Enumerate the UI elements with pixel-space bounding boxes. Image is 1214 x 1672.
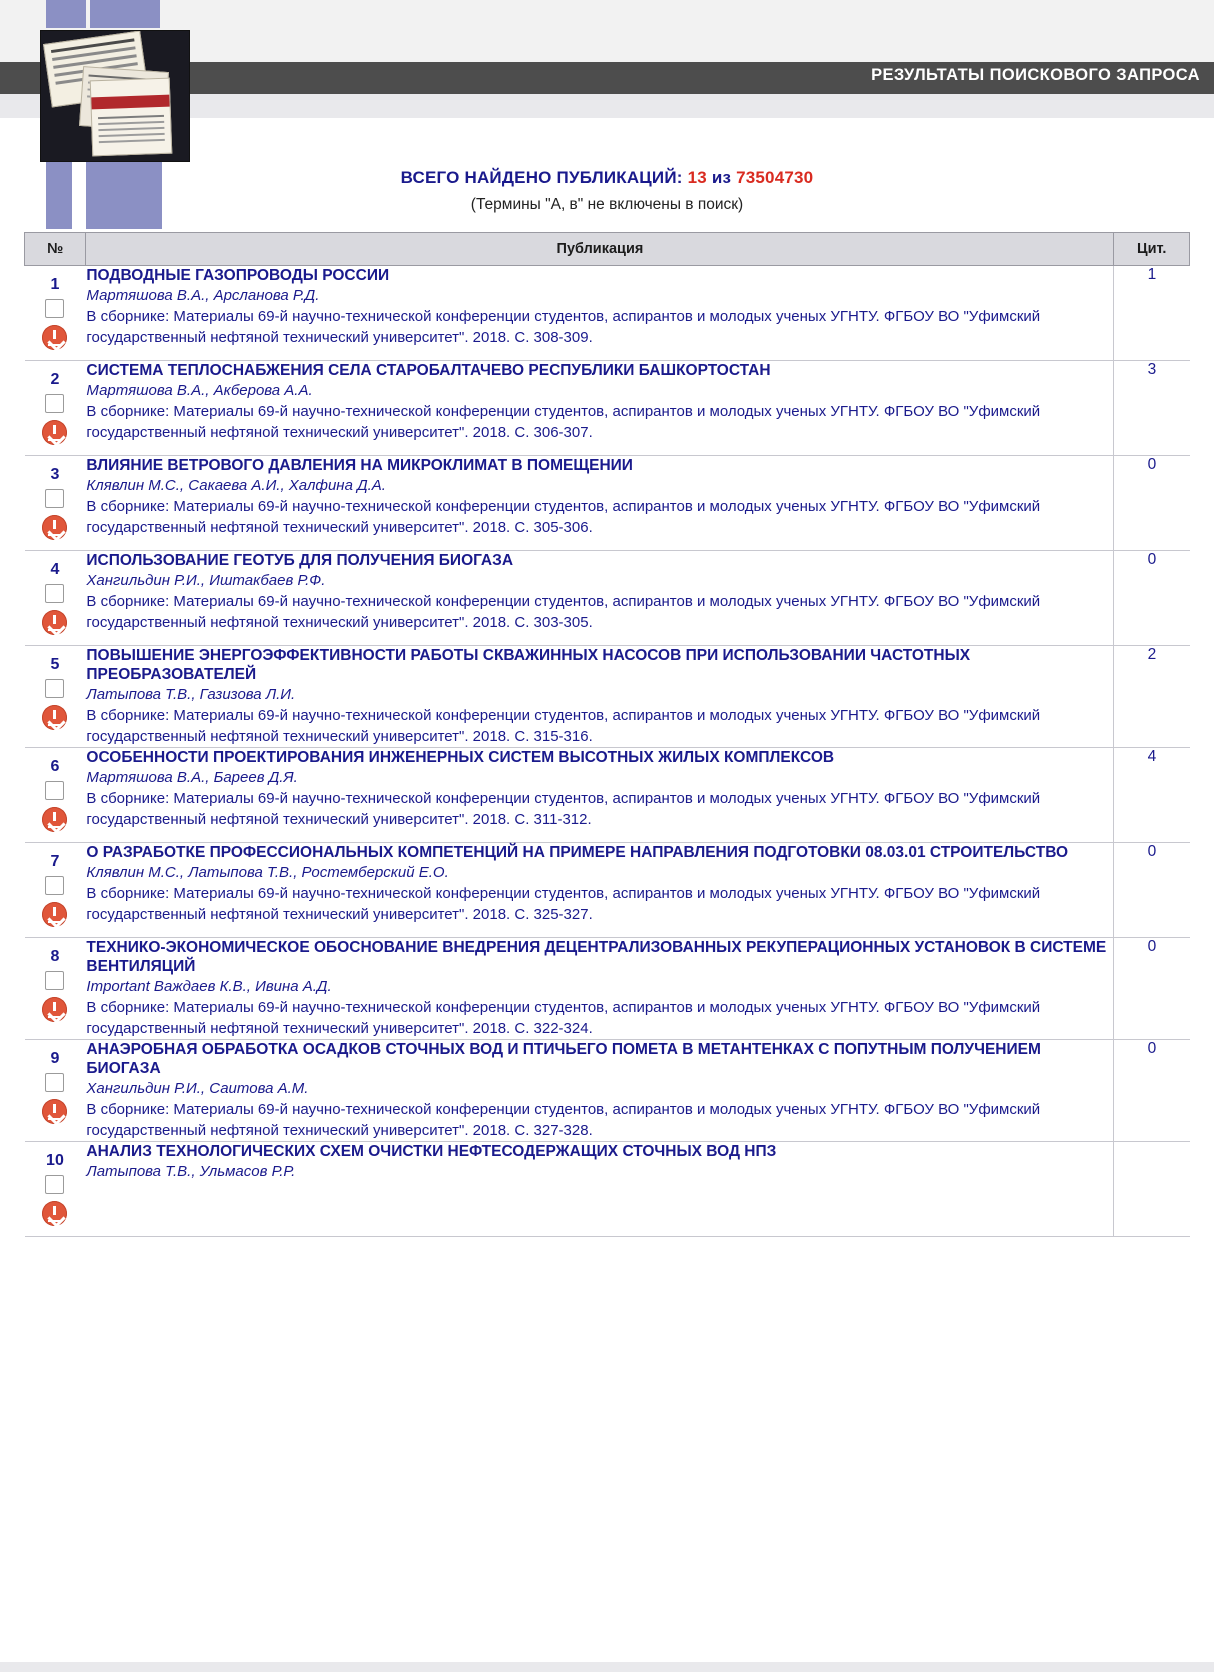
- row-select-checkbox[interactable]: [45, 971, 64, 990]
- table-header-row: [25, 233, 1190, 266]
- publication-title-link[interactable]: ПОВЫШЕНИЕ ЭНЕРГОЭФФЕКТИВНОСТИ РАБОТЫ СКВАЖИННЫХ НАСОСОВ ПРИ ИСПОЛЬЗОВАНИИ ЧАСТОТНЫХ ПРЕОБРАЗОВАТЕЛЕЙ: [86, 647, 971, 683]
- row-rank: 9: [50, 1050, 60, 1067]
- row-number-cell: [25, 1040, 86, 1142]
- citations-cell: [1114, 551, 1190, 646]
- results-summary-label: ВСЕГО НАЙДЕНО ПУБЛИКАЦИЙ:: [400, 168, 683, 187]
- row-number-cell: [25, 456, 86, 551]
- publication-title-link[interactable]: АНАЭРОБНАЯ ОБРАБОТКА ОСАДКОВ СТОЧНЫХ ВОД И ПТИЧЬЕГО ПОМЕТА В МЕТАНТЕНКАХ С ПОПУТНЫМ ПОЛУЧЕНИЕМ БИОГАЗА: [86, 1041, 1041, 1077]
- publication-authors[interactable]: Мартяшова В.А., Бареев Д.Я.: [86, 769, 298, 786]
- publication-source: В сборнике: Материалы 69-й научно-технической конференции студентов, аспирантов и молодых ученых УГНТУ. ФГБОУ ВО "Уфимский государственный нефтяной технический университет". 2018. С. 303-305.: [86, 593, 1041, 631]
- citations-cell: [1114, 1142, 1190, 1237]
- row-number-cell: [25, 551, 86, 646]
- citation-count: 0: [1147, 843, 1157, 860]
- citation-count: 0: [1147, 1040, 1157, 1057]
- decor-block-1: [46, 0, 86, 28]
- publication-cell: [86, 361, 1114, 456]
- download-icon[interactable]: [42, 705, 67, 730]
- table-row: [25, 551, 1190, 646]
- publication-authors[interactable]: Хангильдин Р.И., Иштакбаев Р.Ф.: [86, 572, 326, 589]
- publication-cell: [86, 456, 1114, 551]
- citations-cell: [1114, 843, 1190, 938]
- publication-title-link[interactable]: СИСТЕМА ТЕПЛОСНАБЖЕНИЯ СЕЛА СТАРОБАЛТАЧЕВО РЕСПУБЛИКИ БАШКОРТОСТАН: [86, 362, 771, 379]
- publication-source: В сборнике: Материалы 69-й научно-технической конференции студентов, аспирантов и молодых ученых УГНТУ. ФГБОУ ВО "Уфимский государственный нефтяной технический университет". 2018. С. 308-309.: [86, 308, 1041, 346]
- table-row: [25, 456, 1190, 551]
- citations-cell: [1114, 1040, 1190, 1142]
- results-summary: [0, 168, 1214, 188]
- download-icon[interactable]: [42, 610, 67, 635]
- publication-authors[interactable]: Мартяшова В.А., Арсланова Р.Д.: [86, 287, 320, 304]
- row-rank: 10: [46, 1152, 64, 1169]
- table-row: [25, 748, 1190, 843]
- table-row: [25, 843, 1190, 938]
- download-icon[interactable]: [42, 325, 67, 350]
- citations-cell: [1114, 361, 1190, 456]
- publication-source: В сборнике: Материалы 69-й научно-технической конференции студентов, аспирантов и молодых ученых УГНТУ. ФГБОУ ВО "Уфимский государственный нефтяной технический университет". 2018. С. 325-327.: [86, 885, 1041, 923]
- page-header: [0, 0, 1214, 232]
- results-total: 73504730: [736, 168, 814, 187]
- publication-cell: [86, 748, 1114, 843]
- publication-cell: [86, 1142, 1114, 1237]
- publication-authors[interactable]: Мартяшова В.А., Акберова А.А.: [86, 382, 313, 399]
- publication-title-link[interactable]: ИСПОЛЬЗОВАНИЕ ГЕОТУБ ДЛЯ ПОЛУЧЕНИЯ БИОГАЗА: [86, 552, 514, 569]
- row-select-checkbox[interactable]: [45, 679, 64, 698]
- logo-text-lines: [98, 115, 164, 119]
- publication-title-link[interactable]: ВЛИЯНИЕ ВЕТРОВОГО ДАВЛЕНИЯ НА МИКРОКЛИМАТ В ПОМЕЩЕНИИ: [86, 457, 633, 474]
- citations-cell: [1114, 748, 1190, 843]
- download-icon[interactable]: [42, 807, 67, 832]
- row-rank: 8: [50, 948, 60, 965]
- results-of-word: из: [711, 168, 732, 187]
- row-select-checkbox[interactable]: [45, 299, 64, 318]
- download-icon[interactable]: [42, 515, 67, 540]
- publication-cell: [86, 646, 1114, 748]
- row-number-cell: [25, 361, 86, 456]
- citation-count: 3: [1147, 361, 1157, 378]
- results-count: 13: [687, 168, 707, 187]
- citations-cell: [1114, 456, 1190, 551]
- row-select-checkbox[interactable]: [45, 1073, 64, 1092]
- publication-title-link[interactable]: АНАЛИЗ ТЕХНОЛОГИЧЕСКИХ СХЕМ ОЧИСТКИ НЕФТЕСОДЕРЖАЩИХ СТОЧНЫХ ВОД НПЗ: [86, 1143, 777, 1160]
- row-rank: 2: [50, 371, 60, 388]
- publication-cell: [86, 843, 1114, 938]
- publication-source: В сборнике: Материалы 69-й научно-технической конференции студентов, аспирантов и молодых ученых УГНТУ. ФГБОУ ВО "Уфимский государственный нефтяной технический университет". 2018. С. 305-306.: [86, 498, 1041, 536]
- table-row: [25, 1142, 1190, 1237]
- citation-count: 2: [1147, 646, 1157, 663]
- citation-count: 0: [1147, 551, 1157, 568]
- publication-title-link[interactable]: ОСОБЕННОСТИ ПРОЕКТИРОВАНИЯ ИНЖЕНЕРНЫХ СИСТЕМ ВЫСОТНЫХ ЖИЛЫХ КОМПЛЕКСОВ: [86, 749, 835, 766]
- column-header-publication: Публикация: [86, 233, 1114, 266]
- citations-cell: [1114, 646, 1190, 748]
- row-number-cell: [25, 266, 86, 361]
- journals-logo: [40, 30, 190, 162]
- table-row: [25, 361, 1190, 456]
- table-row: [25, 266, 1190, 361]
- results-body: [25, 266, 1190, 1237]
- publication-authors[interactable]: Хангильдин Р.И., Саитова А.М.: [86, 1080, 309, 1097]
- row-number-cell: [25, 1142, 86, 1237]
- column-header-number: №: [25, 233, 86, 266]
- citations-cell: [1114, 266, 1190, 361]
- row-select-checkbox[interactable]: [45, 876, 64, 895]
- decor-block-4: [86, 155, 162, 229]
- citation-count: 4: [1147, 748, 1157, 765]
- results-table: [24, 232, 1190, 1237]
- page-title: РЕЗУЛЬТАТЫ ПОИСКОВОГО ЗАПРОСА: [871, 66, 1200, 84]
- decor-block-2: [90, 0, 160, 28]
- publication-cell: [86, 266, 1114, 361]
- publication-authors[interactable]: Клявлин М.С., Сакаева А.И., Халфина Д.А.: [86, 477, 386, 494]
- row-select-checkbox[interactable]: [45, 489, 64, 508]
- publication-title-link[interactable]: ТЕХНИКО-ЭКОНОМИЧЕСКОЕ ОБОСНОВАНИЕ ВНЕДРЕНИЯ ДЕЦЕНТРАЛИЗОВАННЫХ РЕКУПЕРАЦИОННЫХ УСТАНОВОК В СИСТЕМЕ ВЕНТИЛЯЦИЙ: [86, 939, 1107, 975]
- publication-cell: [86, 1040, 1114, 1142]
- table-row: [25, 938, 1190, 1040]
- row-rank: 4: [50, 561, 60, 578]
- row-rank: 7: [50, 853, 60, 870]
- publication-source: В сборнике: Материалы 69-й научно-технической конференции студентов, аспирантов и молодых ученых УГНТУ. ФГБОУ ВО "Уфимский государственный нефтяной технический университет". 2018. С. 322-324.: [86, 999, 1041, 1037]
- citation-count: 1: [1147, 266, 1157, 283]
- row-rank: 6: [50, 758, 60, 775]
- publication-authors[interactable]: Латыпова Т.В., Ульмасов Р.Р.: [86, 1163, 296, 1180]
- publication-authors[interactable]: Important Важдаев К.В., Ивина А.Д.: [86, 978, 332, 995]
- row-number-cell: [25, 843, 86, 938]
- publication-source: В сборнике: Материалы 69-й научно-технической конференции студентов, аспирантов и молодых ученых УГНТУ. ФГБОУ ВО "Уфимский государственный нефтяной технический университет". 2018. С. 306-307.: [86, 403, 1041, 441]
- row-select-checkbox[interactable]: [45, 1175, 64, 1194]
- citation-count: 0: [1147, 938, 1157, 955]
- decor-block-3: [46, 155, 72, 229]
- download-icon[interactable]: [42, 1099, 67, 1124]
- citation-count: 0: [1147, 456, 1157, 473]
- row-number-cell: [25, 938, 86, 1040]
- publication-cell: [86, 551, 1114, 646]
- publication-authors[interactable]: Латыпова Т.В., Газизова Л.И.: [86, 686, 296, 703]
- download-icon[interactable]: [42, 902, 67, 927]
- terms-note: (Термины "А, в" не включены в поиск): [470, 196, 744, 213]
- row-select-checkbox[interactable]: [45, 394, 64, 413]
- publication-cell: [86, 938, 1114, 1040]
- table-row: [25, 646, 1190, 748]
- row-rank: 5: [50, 656, 60, 673]
- bottom-strip: [0, 1662, 1214, 1672]
- download-icon[interactable]: [42, 997, 67, 1022]
- publication-source: В сборнике: Материалы 69-й научно-технической конференции студентов, аспирантов и молодых ученых УГНТУ. ФГБОУ ВО "Уфимский государственный нефтяной технический университет". 2018. С. 327-328.: [86, 1101, 1041, 1139]
- citations-cell: [1114, 938, 1190, 1040]
- publication-title-link[interactable]: О РАЗРАБОТКЕ ПРОФЕССИОНАЛЬНЫХ КОМПЕТЕНЦИЙ НА ПРИМЕРЕ НАПРАВЛЕНИЯ ПОДГОТОВКИ 08.03.01 СТРОИТЕЛЬСТВО: [86, 844, 1069, 861]
- table-row: [25, 1040, 1190, 1142]
- column-header-citations: Цит.: [1114, 233, 1190, 266]
- row-number-cell: [25, 748, 86, 843]
- logo-magazine-3: [90, 78, 173, 157]
- download-icon[interactable]: [42, 1201, 67, 1226]
- row-rank: 3: [50, 466, 60, 483]
- row-select-checkbox[interactable]: [45, 584, 64, 603]
- publication-source: В сборнике: Материалы 69-й научно-технической конференции студентов, аспирантов и молодых ученых УГНТУ. ФГБОУ ВО "Уфимский государственный нефтяной технический университет". 2018. С. 311-312.: [86, 790, 1041, 828]
- publication-source: В сборнике: Материалы 69-й научно-технической конференции студентов, аспирантов и молодых ученых УГНТУ. ФГБОУ ВО "Уфимский государственный нефтяной технический университет". 2018. С. 315-316.: [86, 707, 1041, 745]
- publication-authors[interactable]: Клявлин М.С., Латыпова Т.В., Ростемберский Е.О.: [86, 864, 449, 881]
- row-select-checkbox[interactable]: [45, 781, 64, 800]
- row-rank: 1: [50, 276, 60, 293]
- row-number-cell: [25, 646, 86, 748]
- publication-title-link[interactable]: ПОДВОДНЫЕ ГАЗОПРОВОДЫ РОССИИ: [86, 267, 390, 284]
- logo-red-band: [91, 95, 169, 110]
- download-icon[interactable]: [42, 420, 67, 445]
